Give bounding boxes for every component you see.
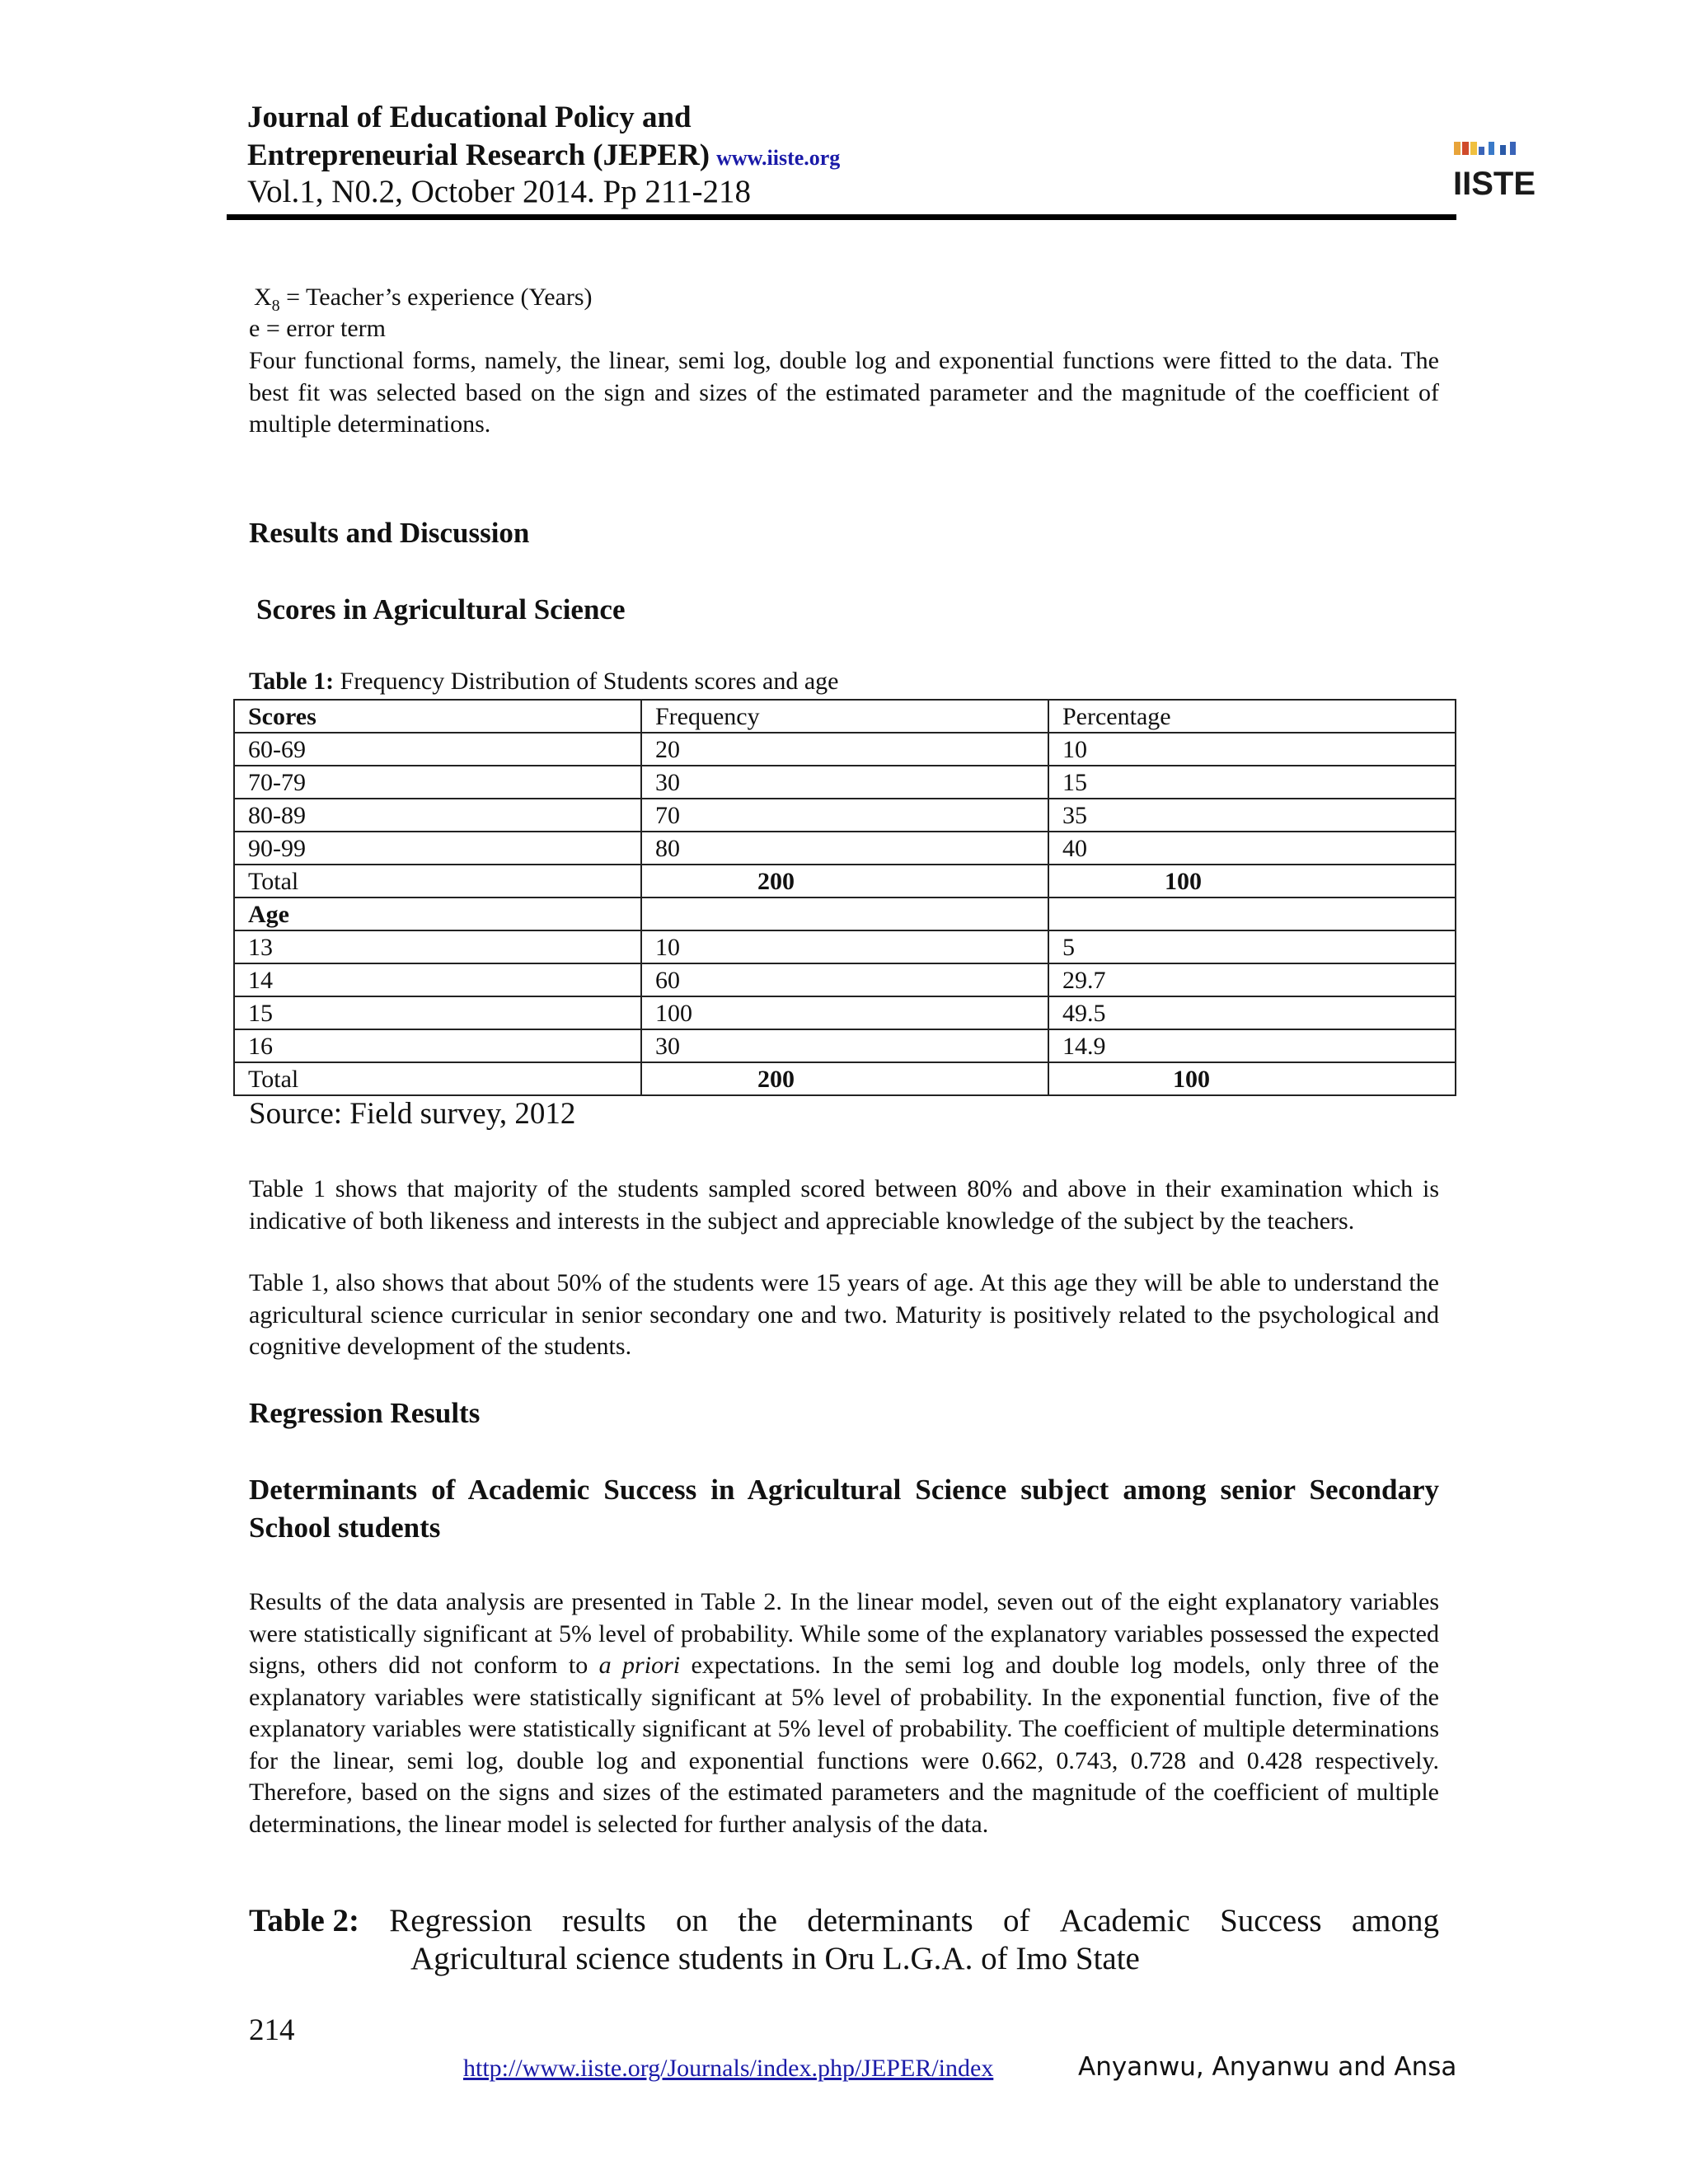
- table2-caption-word: determinants: [807, 1903, 973, 1938]
- results-discussion-heading: Results and Discussion: [249, 517, 530, 549]
- table-cell: 10: [1048, 733, 1456, 766]
- header-cell: Percentage: [1048, 700, 1456, 733]
- table2-caption-line2: Agricultural science students in Oru L.G.A. of Imo State: [410, 1941, 1140, 1976]
- header-cell: Scores: [234, 700, 641, 733]
- table-total-row: [234, 1062, 1456, 1095]
- journal-site-link[interactable]: www.iiste.org: [716, 146, 841, 170]
- table-cell: 49.5: [1048, 996, 1456, 1029]
- table-cell: 13: [234, 930, 641, 963]
- table-header-row: [234, 700, 1456, 733]
- determinants-heading: Determinants of Academic Success in Agricultural Science subject among senior Secondary School students: [249, 1474, 1439, 1544]
- table-cell: Total: [234, 865, 641, 898]
- discussion-paragraph-2: Table 1, also shows that about 50% of the students were 15 years of age. At this age they will be able to understand the agricultural science curricular in senior secondary one and two. Maturity is positively related to the psychological and cognitive development of the students.: [249, 1269, 1439, 1360]
- logo-text: IISTE: [1453, 166, 1536, 202]
- table1-source: Source: Field survey, 2012: [249, 1097, 576, 1131]
- table-row: [234, 766, 1456, 799]
- header-rule: [227, 214, 1456, 220]
- table-cell: 5: [1048, 930, 1456, 963]
- table-cell: 60-69: [234, 733, 641, 766]
- regression-text-italic: a priori: [598, 1652, 681, 1679]
- table-cell: 80: [641, 832, 1048, 865]
- table-cell: 30: [641, 1029, 1048, 1062]
- footer-journal-link[interactable]: http://www.iiste.org/Journals/index.php/JEPER/index: [463, 2055, 994, 2082]
- table-cell: 30: [641, 766, 1048, 799]
- table-row: [234, 733, 1456, 766]
- journal-volume: Vol.1, N0.2, October 2014. Pp 211-218: [247, 174, 751, 209]
- table-total-row: [234, 865, 1456, 898]
- table-row: [234, 1029, 1456, 1062]
- table1-caption: [249, 668, 838, 696]
- x8-text: = Teacher’s experience (Years): [279, 284, 593, 311]
- regression-text-part1: Results of the data analysis are presented in Table 2. In the linear model, seven out of the eight explanatory variables were statistically significant at 5% level of probability. While some of the explanatory variables possessed the expected signs, others did not conform to: [249, 1588, 1439, 1679]
- table-cell: Total: [234, 1062, 641, 1095]
- journal-title-text: Entrepreneurial Research (JEPER): [247, 138, 710, 172]
- table-cell: 80-89: [234, 799, 641, 832]
- table2-caption-word: Success: [1220, 1903, 1322, 1938]
- footer-authors: Anyanwu, Anyanwu and Ansa: [1078, 2052, 1457, 2082]
- table-row: [234, 799, 1456, 832]
- table-cell: 14: [234, 963, 641, 996]
- table2-caption-word: Academic: [1059, 1903, 1190, 1938]
- table-cell: [641, 898, 1048, 930]
- table-cell: 20: [641, 733, 1048, 766]
- discussion-paragraph-1: Table 1 shows that majority of the students sampled scored between 80% and above in their examination which is indicative of both likeness and interests in the subject and appreciable knowledge of the subject by the teachers.: [249, 1175, 1439, 1235]
- x8-variable: X: [254, 284, 272, 311]
- table-cell: 35: [1048, 799, 1456, 832]
- table-cell: 200: [641, 1062, 1048, 1095]
- table-cell: 70-79: [234, 766, 641, 799]
- table-cell: 90-99: [234, 832, 641, 865]
- journal-title-line1: Journal of Educational Policy and: [247, 101, 692, 134]
- regression-results-heading: Regression Results: [249, 1397, 481, 1429]
- table-cell: 100: [1048, 1062, 1456, 1095]
- frequency-table: [233, 699, 1456, 1096]
- iiste-logo: [1452, 140, 1536, 202]
- table2-caption-word: results: [561, 1903, 646, 1938]
- regression-text-part2: expectations. In the semi log and double log models, only three of the explanatory variables were statistically significant at 5% level of probability. In the exponential function, five of the explanatory variables were statistically significant at 5% level of probability. The coefficient of multiple determinations for the linear, semi log, double log and exponential functions were 0.662, 0.743, 0.728 and 0.428 respectively. Therefore, based on the signs and sizes of the estimated parameters and the magnitude of the coefficient of multiple determinations, the linear model is selected for further analysis of the data.: [249, 1652, 1439, 1838]
- iiste-logo-icon: [1452, 140, 1536, 202]
- page-number: 214: [249, 2013, 295, 2047]
- table-cell: 200: [641, 865, 1048, 898]
- table1-caption-label: Table 1:: [249, 668, 335, 695]
- journal-title-line2: [247, 137, 840, 177]
- table-cell: 10: [641, 930, 1048, 963]
- header-cell: Frequency: [641, 700, 1048, 733]
- table2-caption-label: Table 2:: [249, 1903, 360, 1938]
- table-row: [234, 963, 1456, 996]
- table2-caption-word: Regression: [389, 1903, 532, 1938]
- table2-caption-line1: [249, 1902, 1439, 1940]
- table-cell: 100: [641, 996, 1048, 1029]
- table2-caption-word: among: [1351, 1903, 1439, 1938]
- table-row: [234, 832, 1456, 865]
- regression-paragraph: [249, 1586, 1439, 1840]
- scores-heading: Scores in Agricultural Science: [256, 593, 626, 626]
- table-cell: 16: [234, 1029, 641, 1062]
- table-cell: 29.7: [1048, 963, 1456, 996]
- table2-caption-word: the: [738, 1903, 777, 1938]
- table-cell: 60: [641, 963, 1048, 996]
- table-cell: 15: [1048, 766, 1456, 799]
- functional-forms-paragraph: Four functional forms, namely, the linear, semi log, double log and exponential functions were fitted to the data. The best fit was selected based on the sign and sizes of the estimated parameter and the magnitude of the coefficient of multiple determinations.: [249, 347, 1439, 438]
- age-section-label: Age: [234, 898, 641, 930]
- table2-caption-word: on: [676, 1903, 708, 1938]
- table-cell: [1048, 898, 1456, 930]
- table2-caption-word: of: [1002, 1903, 1030, 1938]
- table-cell: 15: [234, 996, 641, 1029]
- x8-subscript: 8: [271, 297, 280, 315]
- table-section-row: [234, 898, 1456, 930]
- table-cell: 100: [1048, 865, 1456, 898]
- table-row: [234, 930, 1456, 963]
- table-cell: 14.9: [1048, 1029, 1456, 1062]
- table-row: [234, 996, 1456, 1029]
- error-term: e = error term: [249, 315, 386, 342]
- table-cell: 40: [1048, 832, 1456, 865]
- table1-caption-text: Frequency Distribution of Students scores and age: [334, 668, 839, 695]
- table2-caption: [249, 1902, 1439, 1978]
- table-cell: 70: [641, 799, 1048, 832]
